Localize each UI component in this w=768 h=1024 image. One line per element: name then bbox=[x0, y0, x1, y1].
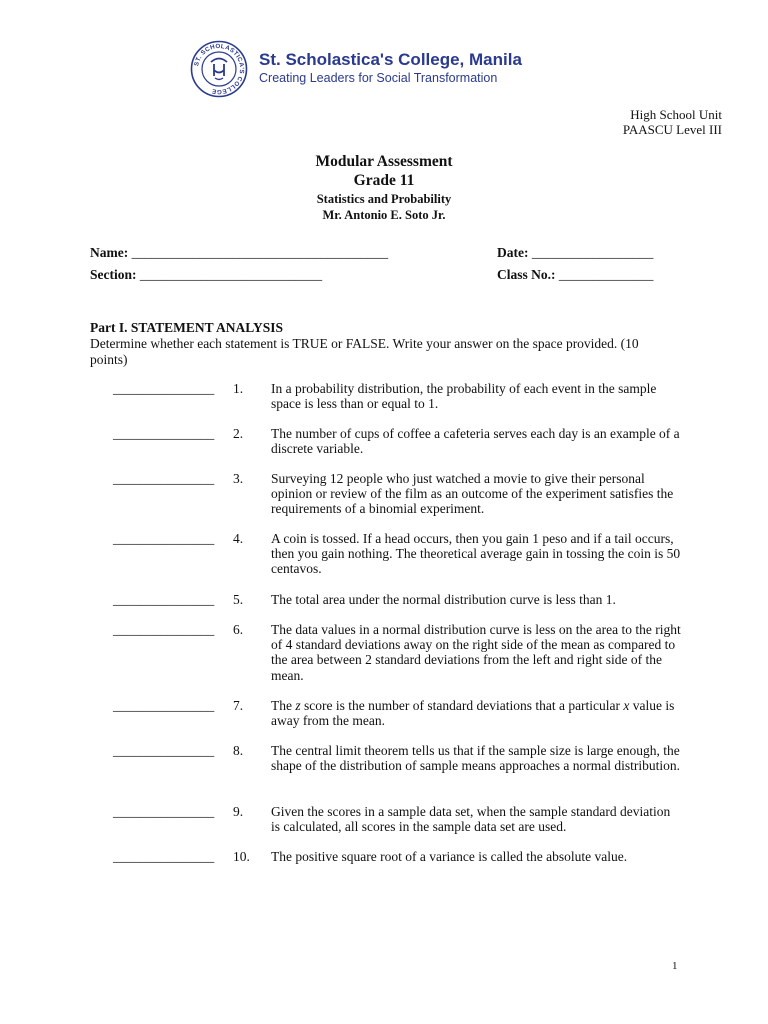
college-tagline: Creating Leaders for Social Transformation bbox=[259, 71, 498, 85]
section-label: Section: bbox=[90, 267, 137, 282]
seal-text: ST. SCHOLASTICA'S COLLEGE bbox=[193, 42, 246, 96]
assessment-title-block bbox=[0, 152, 768, 223]
date-blank[interactable]: __________________ bbox=[531, 245, 654, 260]
answer-blank[interactable]: _______________ bbox=[113, 849, 215, 864]
teacher-name: Mr. Antonio E. Soto Jr. bbox=[322, 208, 446, 222]
subject-name: Statistics and Probability bbox=[316, 192, 452, 206]
question-statement: The total area under the normal distribution curve is less than 1. bbox=[271, 592, 616, 607]
question-statement: In a probability distribution, the probability of each event in the sample space is less than or equal to 1. bbox=[271, 381, 657, 412]
question-statement: The z score is the number of standard deviations that a particular x value is away from the mean. bbox=[271, 698, 675, 729]
question-statement: Surveying 12 people who just watched a movie to give their personal opinion or review of the film as an outcome of the experiment satisfies the requirements of a binomial experiment. bbox=[271, 471, 674, 517]
class-number-blank[interactable]: ______________ bbox=[558, 267, 654, 282]
answer-blank[interactable]: _______________ bbox=[113, 471, 215, 486]
question-number: 8. bbox=[233, 743, 244, 758]
page-number: 1 bbox=[672, 960, 678, 972]
question-statement: The number of cups of coffee a cafeteria serves each day is an example of a discrete variable. bbox=[271, 426, 680, 457]
question-number: 5. bbox=[233, 592, 244, 607]
question-statement: The central limit theorem tells us that if the sample size is large enough, the shape of the distribution of sample means approaches a normal distribution. bbox=[271, 743, 681, 774]
section-field bbox=[90, 267, 322, 283]
question-number: 3. bbox=[233, 471, 244, 486]
section-blank[interactable]: ___________________________ bbox=[139, 267, 323, 282]
question-number: 2. bbox=[233, 426, 244, 441]
answer-blank[interactable]: _______________ bbox=[113, 804, 215, 819]
question-number: 7. bbox=[233, 698, 244, 713]
unit-line-2: PAASCU Level III bbox=[622, 122, 722, 137]
question-statement: The positive square root of a variance is called the absolute value. bbox=[271, 849, 628, 864]
answer-blank[interactable]: _______________ bbox=[113, 622, 215, 637]
question-statement: A coin is tossed. If a head occurs, then you gain 1 peso and if a tail occurs, then you gain nothing. The theoretical average gain in tossing the coin is 50 centavos. bbox=[271, 531, 681, 577]
name-field bbox=[90, 245, 388, 261]
class-number-label: Class No.: bbox=[497, 267, 556, 282]
grade-level: Grade 11 bbox=[353, 172, 415, 189]
part-one-title: Part I. STATEMENT ANALYSIS bbox=[90, 320, 284, 335]
unit-line-1: High School Unit bbox=[630, 107, 722, 122]
question-number: 10. bbox=[233, 849, 250, 864]
question-number: 9. bbox=[233, 804, 244, 819]
unit-info bbox=[623, 107, 722, 137]
answer-blank[interactable]: _______________ bbox=[113, 698, 215, 713]
svg-text:ST. SCHOLASTICA'S COLLEGE bbox=[193, 43, 245, 95]
college-name: St. Scholastica's College, Manila bbox=[259, 50, 522, 69]
assessment-title: Modular Assessment bbox=[315, 153, 453, 170]
name-label: Name: bbox=[90, 245, 129, 260]
question-statement: The data values in a normal distribution curve is less on the area to the right of 4 standard deviations away on the right side of the mean as compared to the area between 2 standard deviations from the left and right side of the mean. bbox=[271, 622, 681, 683]
question-number: 1. bbox=[233, 381, 244, 396]
name-blank[interactable]: ______________________________________ bbox=[131, 245, 389, 260]
question-number: 6. bbox=[233, 622, 244, 637]
date-label: Date: bbox=[497, 245, 529, 260]
college-seal-logo bbox=[190, 40, 248, 98]
answer-blank[interactable]: _______________ bbox=[113, 743, 215, 758]
answer-blank[interactable]: _______________ bbox=[113, 531, 215, 546]
date-field bbox=[497, 245, 653, 261]
question-number: 4. bbox=[233, 531, 244, 546]
part-one-instructions: Determine whether each statement is TRUE or FALSE. Write your answer on the space provided. (10 points) bbox=[90, 336, 639, 367]
class-number-field bbox=[497, 267, 653, 283]
answer-blank[interactable]: _______________ bbox=[113, 381, 215, 396]
answer-blank[interactable]: _______________ bbox=[113, 426, 215, 441]
question-statement: Given the scores in a sample data set, when the sample standard deviation is calculated, all scores in the sample data set are used. bbox=[271, 804, 671, 835]
answer-blank[interactable]: _______________ bbox=[113, 592, 215, 607]
